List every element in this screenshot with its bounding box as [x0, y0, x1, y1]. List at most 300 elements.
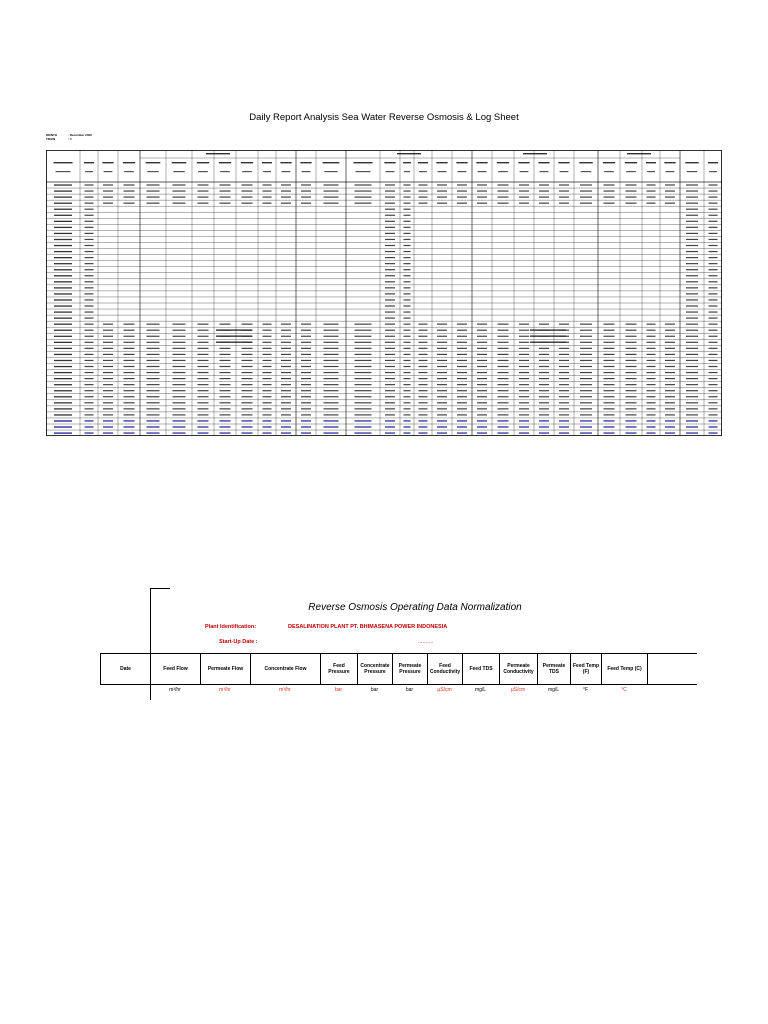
log-cell-value: [173, 402, 186, 403]
log-cell-value: [85, 190, 94, 191]
log-cell-value: [539, 384, 549, 385]
log-cell-value: [604, 330, 615, 331]
log-cell-value: [301, 197, 311, 198]
log-cell-value: [626, 414, 637, 415]
log-cell-value: [220, 366, 231, 367]
log-cell-value: [85, 209, 94, 210]
log-cell-value: [242, 390, 253, 391]
normalization-col-unit: µS/cm: [510, 687, 526, 693]
log-cell-value: [324, 342, 339, 343]
log-cell-value: [437, 408, 447, 409]
log-cell-value: [580, 330, 592, 331]
log-cell-value: [324, 408, 339, 409]
log-cell-value: [385, 245, 395, 246]
log-cell-value: [242, 324, 253, 325]
log-cell-value: [419, 420, 428, 421]
log-header-unit: [604, 171, 614, 172]
plant-identification-label: Plant Identification:: [205, 624, 257, 630]
log-cell-value: [198, 384, 209, 385]
log-cell-value: [647, 426, 656, 427]
log-cell-value: [147, 197, 160, 198]
log-cell-value: [709, 318, 718, 319]
log-header-unit: [302, 171, 311, 172]
log-cell-value: [404, 366, 411, 367]
log-cell-value: [103, 348, 113, 349]
log-cell-value: [263, 420, 272, 421]
log-cell-value: [559, 420, 569, 421]
log-cell-value: [385, 275, 395, 276]
log-cell-value: [709, 396, 718, 397]
log-header-unit: [263, 171, 271, 172]
log-cell-value: [580, 354, 592, 355]
log-cell-value: [498, 408, 509, 409]
log-group-header: [627, 153, 651, 154]
log-cell-value: [686, 257, 698, 258]
log-header-label: [323, 162, 340, 163]
log-cell-value: [559, 354, 569, 355]
log-cell-value: [498, 203, 509, 204]
log-cell-value: [324, 203, 339, 204]
log-cell-value: [301, 402, 311, 403]
log-cell-value: [580, 324, 592, 325]
log-cell-value: [498, 426, 509, 427]
log-cell-value: [626, 336, 637, 337]
log-cell-value: [385, 190, 395, 191]
log-cell-value: [686, 311, 698, 312]
log-cell-value: [604, 384, 615, 385]
log-cell-value: [220, 354, 231, 355]
log-cell-value: [404, 348, 411, 349]
log-cell-value: [477, 184, 487, 185]
log-cell-value: [437, 360, 447, 361]
log-cell-value: [301, 342, 311, 343]
log-cell-value: [103, 342, 113, 343]
log-cell-value: [103, 197, 113, 198]
log-header-unit: [647, 171, 655, 172]
log-cell-value: [242, 408, 253, 409]
log-cell-value: [103, 390, 113, 391]
log-cell-value: [437, 184, 447, 185]
log-cell-value: [457, 372, 467, 373]
normalization-col-unit: m³/hr: [169, 687, 181, 693]
log-cell-value: [457, 324, 467, 325]
log-cell-value: [686, 354, 698, 355]
log-cell-value: [604, 197, 615, 198]
log-cell-value: [220, 372, 231, 373]
log-header-unit: [220, 171, 230, 172]
log-cell-value: [404, 184, 411, 185]
log-cell-value: [580, 408, 592, 409]
log-cell-value: [85, 251, 94, 252]
log-cell-value: [355, 366, 372, 367]
log-cell-value: [709, 275, 718, 276]
log-header-unit: [124, 171, 134, 172]
log-cell-value: [173, 203, 186, 204]
log-cell-value: [404, 305, 411, 306]
log-cell-value: [385, 330, 395, 331]
log-cell-value: [85, 354, 94, 355]
log-cell-value: [85, 197, 94, 198]
normalization-col-unit: bar: [405, 687, 414, 693]
log-cell-value: [281, 197, 291, 198]
log-cell-value: [626, 378, 637, 379]
log-cell-value: [85, 269, 94, 270]
log-cell-value: [147, 402, 160, 403]
log-cell-value: [419, 197, 428, 198]
log-cell-value: [124, 366, 135, 367]
log-cell-value: [519, 354, 529, 355]
log-cell-value: [301, 426, 311, 427]
log-cell-value: [665, 420, 675, 421]
log-cell-value: [103, 420, 113, 421]
log-cell-value: [324, 384, 339, 385]
log-cell-value: [709, 221, 718, 222]
log-cell-value: [385, 354, 395, 355]
log-cell-value: [686, 287, 698, 288]
log-cell-value: [404, 239, 411, 240]
log-cell-value: [477, 342, 487, 343]
log-cell-value: [281, 324, 291, 325]
log-cell-value: [498, 378, 509, 379]
log-cell-value: [604, 414, 615, 415]
log-row-date: [54, 190, 72, 191]
log-cell-value: [709, 360, 718, 361]
log-cell-value: [324, 197, 339, 198]
log-cell-value: [457, 330, 467, 331]
log-cell-value: [457, 390, 467, 391]
log-cell-value: [559, 360, 569, 361]
log-cell-value: [437, 324, 447, 325]
log-cell-value: [173, 384, 186, 385]
log-cell-value: [477, 336, 487, 337]
log-cell-value: [477, 408, 487, 409]
log-cell-value: [457, 408, 467, 409]
log-cell-value: [580, 420, 592, 421]
log-cell-value: [626, 190, 637, 191]
log-cell-value: [498, 342, 509, 343]
log-chemical-cleaning-note: [216, 335, 252, 336]
normalization-col-header: Concentrate Pressure: [358, 654, 393, 684]
log-cell-value: [437, 378, 447, 379]
log-cell-value: [665, 384, 675, 385]
normalization-col-header: Permeate Pressure: [393, 654, 428, 684]
log-cell-value: [665, 408, 675, 409]
log-cell-value: [419, 324, 428, 325]
log-cell-value: [301, 360, 311, 361]
log-cell-value: [626, 366, 637, 367]
log-cell-value: [539, 372, 549, 373]
log-cell-value: [220, 203, 231, 204]
log-cell-value: [124, 342, 135, 343]
log-cell-value: [301, 354, 311, 355]
log-header-unit: [709, 171, 717, 172]
log-cell-value: [281, 378, 291, 379]
log-cell-value: [85, 184, 94, 185]
log-header-label: [172, 162, 187, 163]
log-cell-value: [263, 408, 272, 409]
log-cell-value: [457, 354, 467, 355]
log-cell-value: [686, 336, 698, 337]
log-cell-value: [404, 263, 411, 264]
log-cell-value: [626, 330, 637, 331]
log-row-date: [54, 324, 72, 325]
log-cell-value: [324, 396, 339, 397]
log-cell-value: [419, 402, 428, 403]
log-cell-value: [559, 414, 569, 415]
log-cell-value: [242, 348, 253, 349]
log-header-label: [497, 162, 509, 163]
log-cell-value: [85, 378, 94, 379]
log-cell-value: [281, 348, 291, 349]
log-header-label: [579, 162, 592, 163]
log-cell-value: [709, 311, 718, 312]
log-cell-value: [709, 402, 718, 403]
log-outer-border: [47, 151, 722, 436]
log-cell-value: [709, 287, 718, 288]
log-cell-value: [539, 426, 549, 427]
log-cell-value: [559, 324, 569, 325]
log-cell-value: [580, 342, 592, 343]
log-cell-value: [519, 420, 529, 421]
log-cell-value: [242, 384, 253, 385]
log-cell-value: [85, 287, 94, 288]
log-cell-value: [173, 408, 186, 409]
log-cell-value: [173, 414, 186, 415]
log-cell-value: [686, 384, 698, 385]
log-cell-value: [355, 190, 372, 191]
log-header-unit: [520, 171, 529, 172]
log-cell-value: [124, 420, 135, 421]
log-cell-value: [419, 432, 428, 433]
log-cell-value: [519, 203, 529, 204]
log-cell-value: [647, 324, 656, 325]
log-cell-value: [198, 378, 209, 379]
log-cell-value: [220, 184, 231, 185]
log-cell-value: [281, 336, 291, 337]
log-cell-value: [404, 281, 411, 282]
log-cell-value: [477, 372, 487, 373]
log-cell-value: [263, 396, 272, 397]
log-cell-value: [686, 227, 698, 228]
log-cell-value: [220, 408, 231, 409]
log-cell-value: [124, 190, 135, 191]
log-cell-value: [404, 390, 411, 391]
log-cell-value: [665, 426, 675, 427]
log-cell-value: [539, 197, 549, 198]
log-cell-value: [419, 426, 428, 427]
log-cell-value: [419, 342, 428, 343]
log-cell-value: [85, 360, 94, 361]
log-cell-value: [85, 408, 94, 409]
log-cell-value: [604, 390, 615, 391]
log-cell-value: [604, 354, 615, 355]
log-cell-value: [85, 245, 94, 246]
log-cell-value: [647, 414, 656, 415]
log-cell-value: [709, 348, 718, 349]
month-label: MONTH: [46, 133, 57, 137]
log-cell-value: [301, 378, 311, 379]
log-header-unit: [324, 171, 337, 172]
log-cell-value: [477, 360, 487, 361]
normalization-col-unit: mg/L: [547, 687, 560, 693]
log-cell-value: [626, 396, 637, 397]
normalization-col-header: Feed Pressure: [321, 654, 358, 684]
log-cell-value: [198, 360, 209, 361]
log-cell-value: [419, 203, 428, 204]
log-cell-value: [709, 354, 718, 355]
log-cell-value: [709, 293, 718, 294]
log-cell-value: [709, 257, 718, 258]
log-cell-value: [301, 190, 311, 191]
log-cell-value: [404, 330, 411, 331]
log-header-unit: [198, 171, 208, 172]
log-cell-value: [385, 408, 395, 409]
log-cell-value: [419, 378, 428, 379]
log-cell-value: [324, 432, 339, 433]
log-cell-value: [604, 342, 615, 343]
log-cell-value: [301, 366, 311, 367]
log-cell-value: [198, 420, 209, 421]
log-cell-value: [457, 420, 467, 421]
log-cell-value: [124, 360, 135, 361]
log-cell-value: [519, 414, 529, 415]
log-cell-value: [281, 190, 291, 191]
log-cell-value: [242, 426, 253, 427]
log-cell-value: [626, 426, 637, 427]
log-cell-value: [404, 372, 411, 373]
log-cell-value: [709, 281, 718, 282]
log-cell-value: [147, 190, 160, 191]
log-header-label: [518, 162, 529, 163]
log-cell-value: [457, 432, 467, 433]
log-cell-value: [124, 378, 135, 379]
log-row-date: [54, 245, 72, 246]
log-header-unit: [104, 171, 113, 172]
log-cell-value: [198, 324, 209, 325]
log-cell-value: [173, 372, 186, 373]
normalization-col-unit: [100, 685, 150, 695]
log-cell-value: [604, 378, 615, 379]
log-cell-value: [385, 396, 395, 397]
log-cell-value: [324, 190, 339, 191]
log-cell-value: [281, 184, 291, 185]
log-cell-value: [580, 396, 592, 397]
log-cell-value: [324, 184, 339, 185]
log-cell-value: [220, 197, 231, 198]
normalization-col-header: Permeate Conductivity: [500, 654, 538, 684]
log-cell-value: [686, 293, 698, 294]
plant-identification-value: DESALINATION PLANT PT. BHIMASENA POWER INDONESIA: [288, 624, 448, 630]
log-header-unit: [356, 171, 371, 172]
log-cell-value: [404, 209, 411, 210]
log-cell-value: [498, 184, 509, 185]
log-cell-value: [626, 354, 637, 355]
log-cell-value: [604, 348, 615, 349]
log-cell-value: [263, 414, 272, 415]
log-cell-value: [604, 324, 615, 325]
log-cell-value: [85, 203, 94, 204]
normalization-title: Reverse Osmosis Operating Data Normalization: [308, 602, 522, 613]
log-cell-value: [324, 336, 339, 337]
log-header-label: [685, 162, 698, 163]
log-cell-value: [85, 233, 94, 234]
log-cell-value: [124, 203, 135, 204]
log-cell-value: [355, 390, 372, 391]
log-cell-value: [437, 420, 447, 421]
log-cell-value: [263, 372, 272, 373]
log-row-date: [54, 318, 72, 319]
log-header-unit: [242, 171, 252, 172]
log-cell-value: [85, 227, 94, 228]
log-cell-value: [173, 184, 186, 185]
startup-date-value: ..........: [418, 639, 434, 645]
log-cell-value: [404, 203, 411, 204]
log-cell-value: [355, 354, 372, 355]
log-cell-value: [147, 390, 160, 391]
log-cell-value: [580, 378, 592, 379]
log-header-unit: [56, 171, 71, 172]
log-cell-value: [173, 336, 186, 337]
log-cell-value: [147, 378, 160, 379]
log-cell-value: [559, 396, 569, 397]
log-cell-value: [665, 354, 675, 355]
log-cell-value: [686, 275, 698, 276]
log-cell-value: [419, 384, 428, 385]
log-cell-value: [539, 184, 549, 185]
log-cell-value: [647, 384, 656, 385]
log-cell-value: [263, 336, 272, 337]
log-chemical-cleaning-note: [530, 342, 566, 343]
log-cell-value: [301, 414, 311, 415]
log-row-date: [54, 390, 72, 391]
log-cell-value: [709, 215, 718, 216]
log-cell-value: [539, 366, 549, 367]
log-cell-value: [626, 432, 637, 433]
log-row-date: [54, 414, 72, 415]
log-cell-value: [85, 402, 94, 403]
log-cell-value: [709, 414, 718, 415]
log-row-date: [54, 251, 72, 252]
log-cell-value: [385, 336, 395, 337]
log-cell-value: [437, 203, 447, 204]
log-cell-value: [604, 184, 615, 185]
log-cell-value: [665, 197, 675, 198]
log-cell-value: [124, 432, 135, 433]
log-row-date: [54, 203, 72, 204]
log-cell-value: [281, 203, 291, 204]
log-cell-value: [519, 408, 529, 409]
log-row-date: [54, 305, 72, 306]
log-cell-value: [124, 197, 135, 198]
log-cell-value: [124, 184, 135, 185]
log-cell-value: [301, 372, 311, 373]
log-cell-value: [498, 420, 509, 421]
log-cell-value: [539, 408, 549, 409]
log-cell-value: [477, 366, 487, 367]
log-header-unit: [478, 171, 487, 172]
log-cell-value: [604, 336, 615, 337]
log-cell-value: [686, 245, 698, 246]
log-cell-value: [85, 342, 94, 343]
log-cell-value: [604, 203, 615, 204]
log-cell-value: [301, 408, 311, 409]
log-cell-value: [580, 336, 592, 337]
log-cell-value: [355, 203, 372, 204]
log-cell-value: [437, 330, 447, 331]
log-cell-value: [263, 360, 272, 361]
log-cell-value: [355, 402, 372, 403]
log-cell-value: [220, 414, 231, 415]
